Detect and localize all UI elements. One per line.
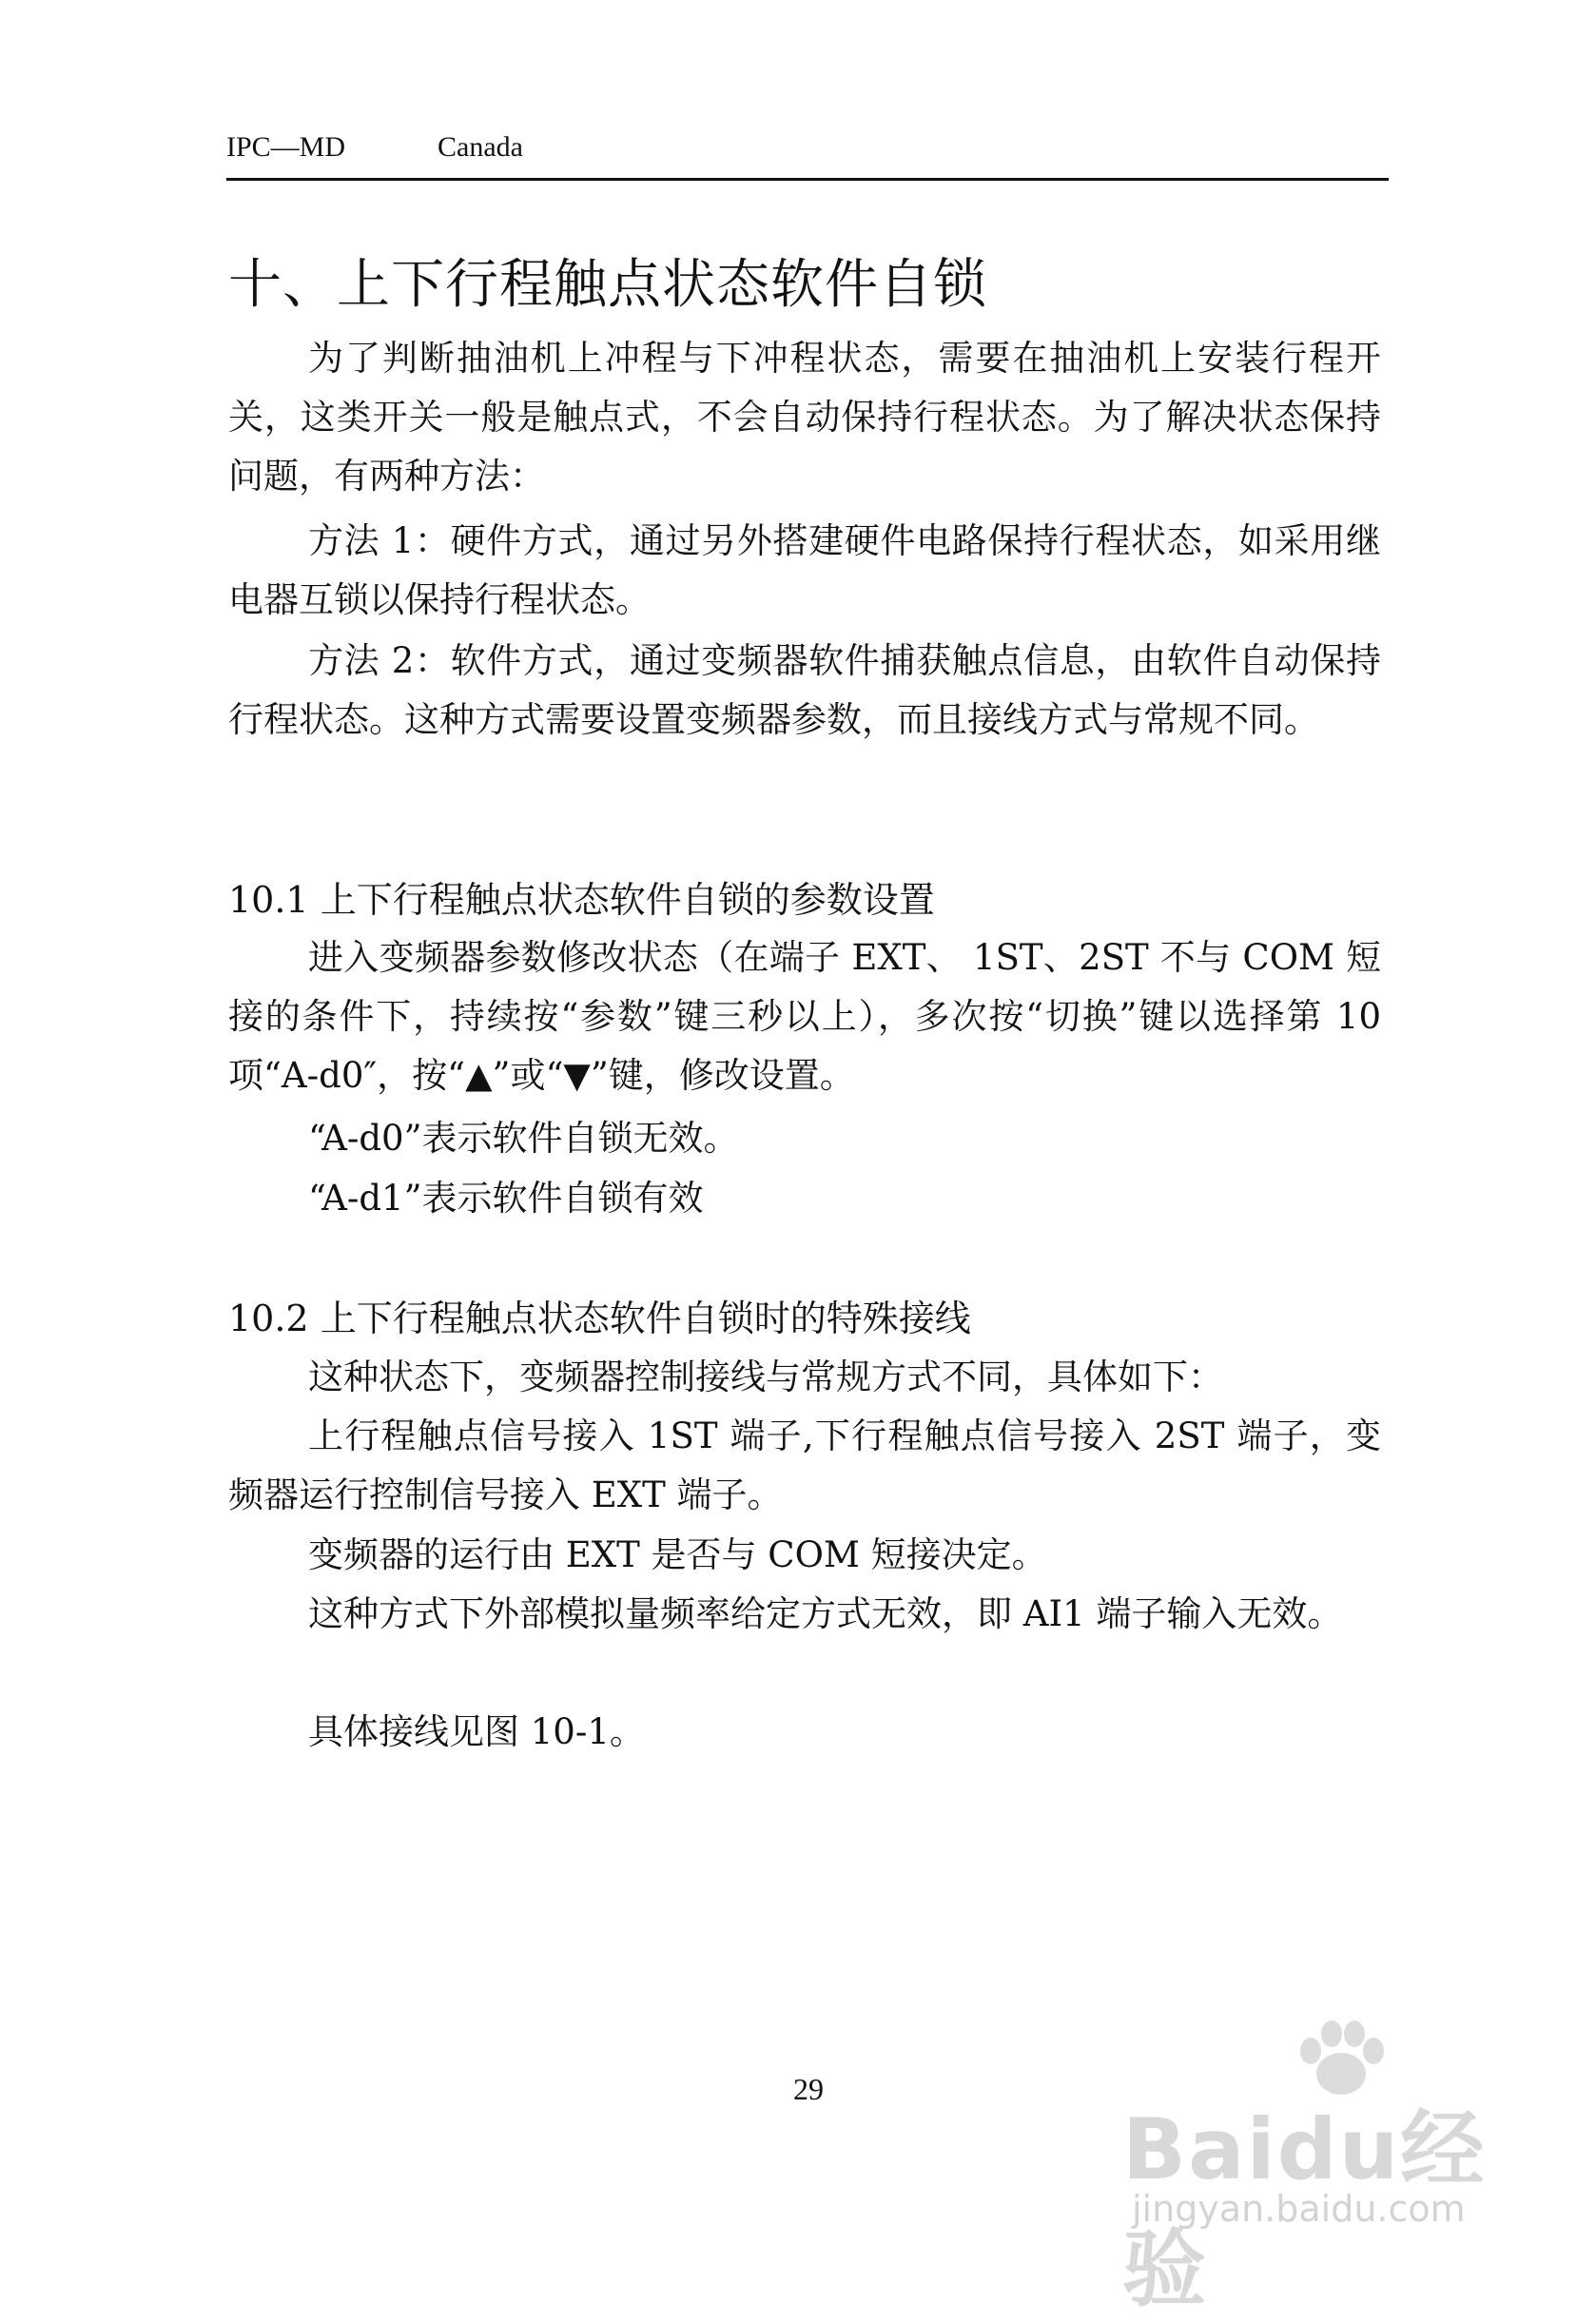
- section-10-1-title: 10.1 上下行程触点状态软件自锁的参数设置: [228, 879, 935, 921]
- method-2-paragraph: 方法 2：软件方式，通过变频器软件捕获触点信息，由软件自动保持行程状态。这种方式需要设置变频器参数，而且接线方式与常规不同。: [228, 640, 1381, 740]
- intro-paragraph: 为了判断抽油机上冲程与下冲程状态，需要在抽油机上安装行程开关，这类开关一般是触点式，不会自动保持行程状态。为了解决状态保持问题，有两种方法：: [228, 338, 1381, 497]
- section-10-2-paragraph-1: 这种状态下，变频器控制接线与常规方式不同，具体如下：: [308, 1357, 1223, 1397]
- section-10-2-paragraph-3: 变频器的运行由 EXT 是否与 COM 短接决定。: [308, 1534, 1047, 1575]
- section-10-1-paragraph: 进入变频器参数修改状态（在端子 EXT、 1ST、2ST 不与 COM 短接的条件下，持续按“参数”键三秒以上），多次按“切换”键以选择第 10 项“A-d0″，按“▲”或“▼”键，修改设置。: [228, 937, 1381, 1096]
- header-brand: IPC—MD: [226, 131, 346, 163]
- method-1-paragraph: 方法 1：硬件方式，通过另外搭建硬件电路保持行程状态，如采用继电器互锁以保持行程状态。: [228, 520, 1381, 620]
- section-10-2-paragraph-5: 具体接线见图 10-1。: [308, 1711, 645, 1752]
- option-a-d1: “A-d1”表示软件自锁有效: [308, 1178, 704, 1219]
- option-a-d0: “A-d0”表示软件自锁无效。: [308, 1118, 739, 1159]
- watermark-url: jingyan.baidu.com: [1132, 2188, 1466, 2230]
- header-country: Canada: [438, 131, 523, 163]
- watermark-logo-text: Baidu经验: [1122, 2100, 1487, 2318]
- header-divider: [226, 178, 1389, 181]
- chapter-title: 十、上下行程触点状态软件自锁: [228, 254, 987, 316]
- section-10-2-paragraph-2: 上行程触点信号接入 1ST 端子,下行程触点信号接入 2ST 端子，变频器运行控制信号接入 EXT 端子。: [228, 1415, 1381, 1515]
- section-10-2-paragraph-4: 这种方式下外部模拟量频率给定方式无效，即 AI1 端子输入无效。: [308, 1593, 1343, 1634]
- baidu-watermark: [1122, 2017, 1522, 2318]
- section-10-2-title: 10.2 上下行程触点状态软件自锁时的特殊接线: [228, 1298, 971, 1339]
- page-number: 29: [793, 2072, 824, 2106]
